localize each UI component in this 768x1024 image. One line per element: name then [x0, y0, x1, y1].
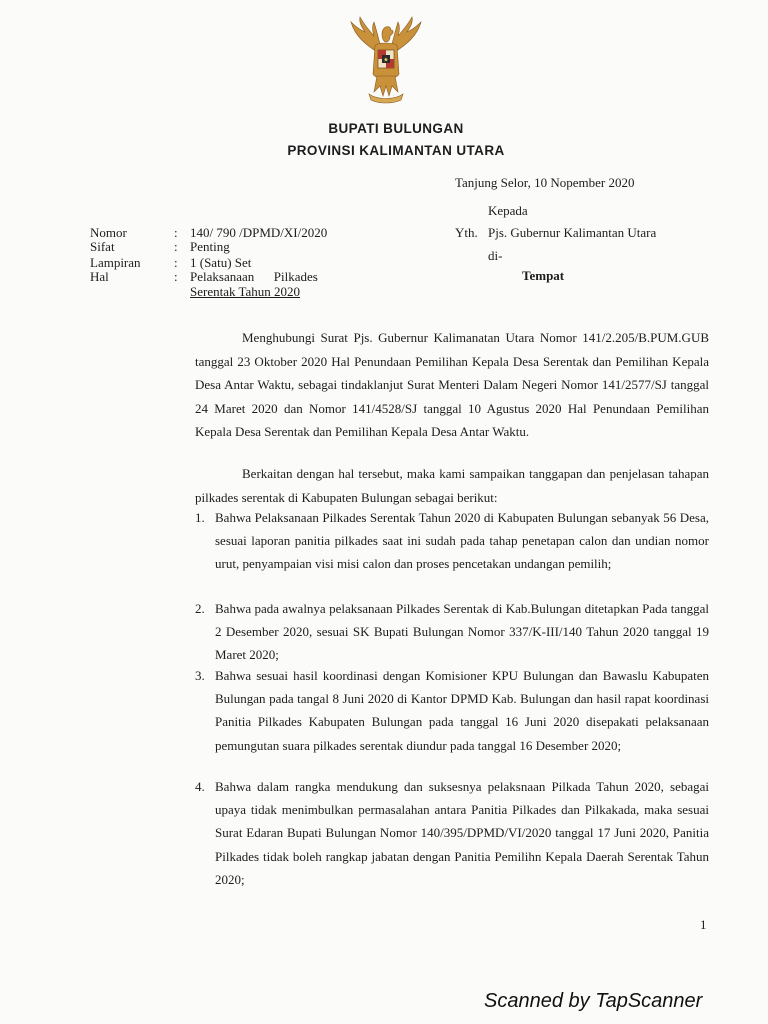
- list-item-text: Bahwa Pelaksanaan Pilkades Serentak Tahun 2020 di Kabupaten Bulungan sebanyak 56 Desa, sesuai laporan panitia pilkades saat ini sudah pada tahap penetapan calon dan undian nomor urut, penyampaian visi misi calon dan proses pencetakan undangan pemilih;: [215, 510, 709, 572]
- list-item-text: Bahwa pada awalnya pelaksanaan Pilkades Serentak di Kab.Bulungan ditetapkan Pada tanggal 2 Desember 2020, sesuai SK Bupati Bulungan Nomor 337/K-III/140 Tahun 2020 tanggal 19 Maret 2020;: [215, 601, 709, 663]
- hal-colon: :: [174, 269, 178, 284]
- lampiran-value: 1 (Satu) Set: [190, 255, 252, 270]
- date-line: Tanjung Selor, 10 Nopember 2020: [455, 175, 635, 190]
- recipient-name: Pjs. Gubernur Kalimantan Utara: [488, 225, 657, 240]
- recipient-kepada: Kepada: [488, 203, 528, 218]
- list-item-number: 3.: [195, 668, 205, 683]
- letterhead-title: BUPATI BULUNGAN: [328, 121, 464, 136]
- nomor-label: Nomor: [90, 225, 127, 240]
- scanner-footer: Scanned by TapScanner: [484, 990, 703, 1012]
- list-item-text: Bahwa dalam rangka mendukung dan suksesnya pelaksnaan Pilkada Tahun 2020, sebagai upaya tidak menimbulkan permasalahan antara Panitia Pilkades dan Pilkakada, maka sesuai Surat Edaran Bupati Bulungan Nomor 140/395/DPMD/VI/2020 tanggal 17 Juni 2020, Panitia Pilkades tidak boleh rangkap jabatan dengan Panitia Pemilihn Kepala Daerah Serentak Tahun 2020;: [215, 779, 709, 887]
- list-item-number: 2.: [195, 601, 205, 616]
- letterhead-subtitle: PROVINSI KALIMANTAN UTARA: [287, 143, 505, 158]
- hal-value-line2: Serentak Tahun 2020: [190, 284, 301, 299]
- hal-label: Hal: [90, 269, 109, 284]
- recipient-di: di-: [488, 248, 503, 263]
- nomor-value: 140/ 790 /DPMD/XI/2020: [190, 225, 328, 240]
- hal-value-line1: Pelaksanaan Pilkades: [190, 269, 318, 284]
- body-paragraph-2: Berkaitan dengan hal tersebut, maka kami sampaikan tanggapan dan penjelasan tahapan pilkades serentak di Kabupaten Bulungan sebagai berikut:: [195, 466, 709, 505]
- list-item-number: 1.: [195, 510, 205, 525]
- garuda-emblem-icon: [347, 14, 425, 106]
- svg-text:★: ★: [383, 56, 389, 64]
- lampiran-colon: :: [174, 255, 178, 270]
- sifat-label: Sifat: [90, 239, 115, 254]
- sifat-colon: :: [174, 239, 178, 254]
- nomor-colon: :: [174, 225, 178, 240]
- page-number: 1: [700, 917, 707, 932]
- list-item-number: 4.: [195, 779, 205, 794]
- body-paragraph-1: Menghubungi Surat Pjs. Gubernur Kalimanatan Utara Nomor 141/2.205/B.PUM.GUB tanggal 23 Oktober 2020 Hal Penundaan Pemilihan Kepala Desa Serentak dan Pemilihan Kepala Desa Antar Waktu, sebagai tindaklanjut Surat Menteri Dalam Negeri Nomor 141/2577/SJ tanggal 24 Maret 2020 dan Nomor 141/4528/SJ tanggal 10 Agustus 2020 Hal Penundaan Pemilihan Kepala Desa Serentak dan Pemilihan Kepala Desa Antar Waktu.: [195, 330, 709, 440]
- lampiran-label: Lampiran: [90, 255, 141, 270]
- sifat-value: Penting: [190, 239, 230, 254]
- recipient-yth: Yth.: [455, 225, 478, 240]
- recipient-tempat: Tempat: [522, 268, 565, 283]
- list-item-text: Bahwa sesuai hasil koordinasi dengan Komisioner KPU Bulungan dan Bawaslu Kabupaten Bulungan pada tangal 8 Juni 2020 di Kantor DPMD Kab. Bulungan dan hasil rapat koordinasi Panitia Pilkades Kabupaten Bulungan pada tanggal 16 Juni 2020 disepakati pelaksanaan pemungutan suara pilkades serentak diundur pada tanggal 16 Desember 2020;: [215, 668, 709, 753]
